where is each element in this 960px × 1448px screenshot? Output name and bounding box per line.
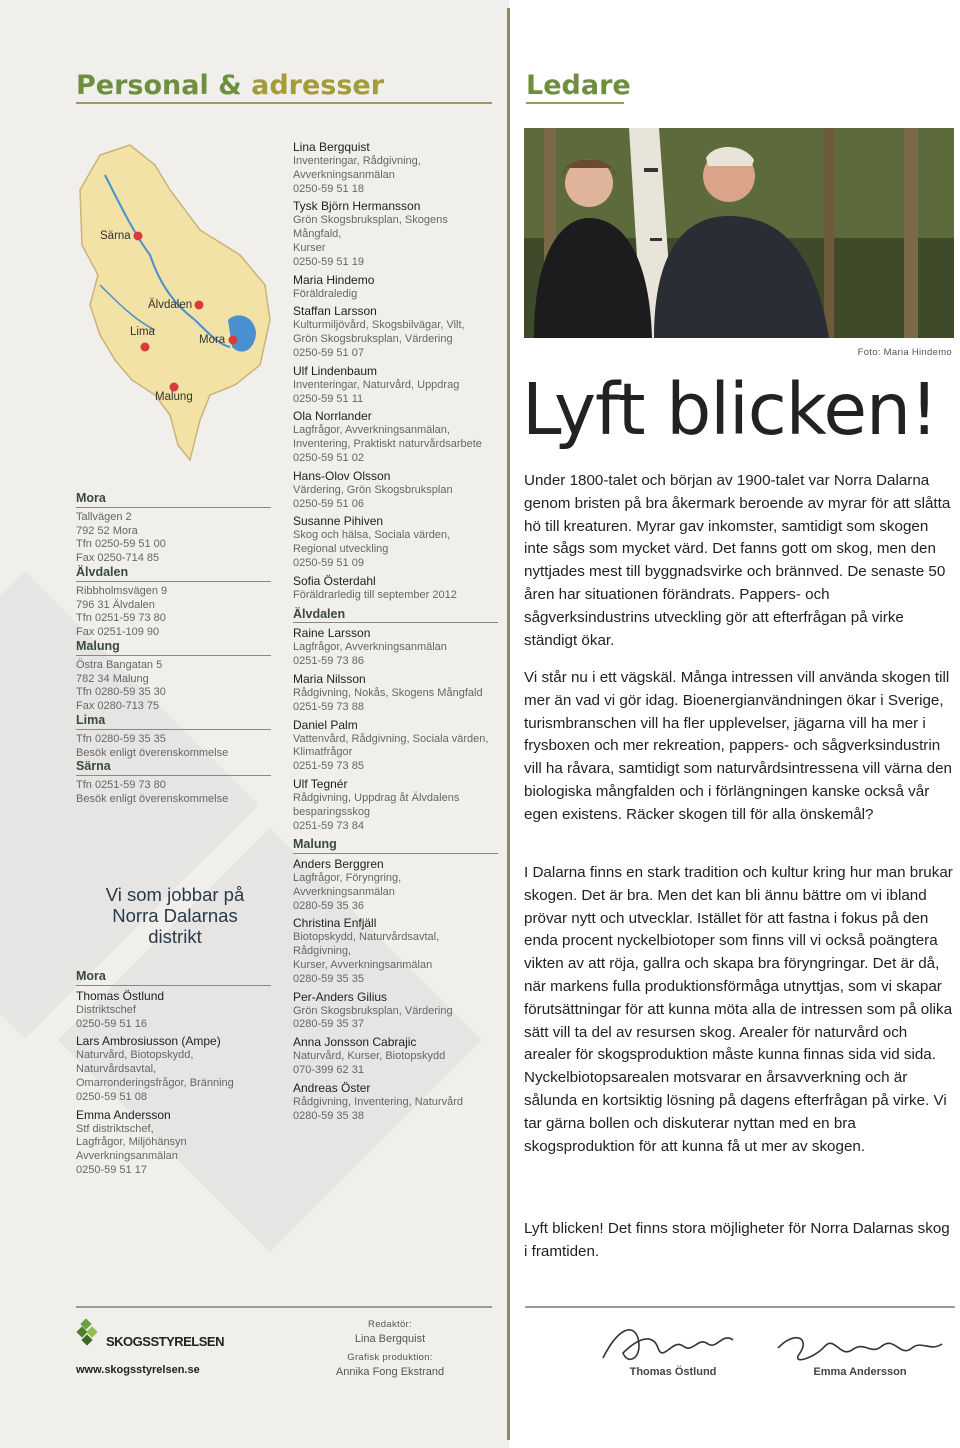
district-map [60, 135, 280, 465]
staff-name: Ulf Tegnér [293, 776, 348, 791]
staff-name: Per-Anders Gilius [293, 989, 388, 1004]
map-label: Mora [199, 334, 226, 346]
office-line: Östra Bangatan 5 [76, 658, 163, 671]
staff-line: 0251-59 73 88 [293, 700, 364, 713]
staff-entry [293, 718, 498, 774]
paragraph-text: I Dalarna finns en stark tradition och kultur kring hur man brukar skogen. Det är bra. Men det kan bli ännu bättre om vi ibland prövar nytt och utvecklar. Istället för att fastna i fokus på den enda procent nyckelbiotoper som finns vill vi också poängtera vikten av att röja, gallra och skapa bra föryngringar. Det är då, när markens fulla produktionsförmåga utnyttjas, som vi skapar förutsättningar för att kunna möta alla de intressen som på olika sätt vill ta del av resursen skog. Arealer för naturvård och arealer för skogsproduktion måste kunna finnas sida vid sida. Nyckelbiotopsarealen motsvarar en årsavverkning och är sålunda en kortsiktig lösning på dagens efterfrågan på virke. Vi tar gärna bollen och diskuterar nyttan med en bra skogsproduktion för att kunna få ut mer av skogen. [524, 864, 953, 1155]
staff-line: Stf distriktschef, [76, 1122, 154, 1135]
staff-line: 0250-59 51 19 [293, 255, 364, 268]
staff-entry [293, 1035, 498, 1078]
office-line: Tfn 0280-59 35 35 [76, 732, 166, 745]
staff-name: Hans-Olov Olsson [293, 468, 391, 483]
map-label: Älvdalen [148, 299, 193, 311]
logo-text: SKOGSSTYRELSEN [106, 1334, 224, 1349]
signature-name: Thomas Östlund [629, 1366, 717, 1378]
staff-line: Grön Skogsbruksplan, Skogens Mångfald, [293, 214, 448, 241]
office-list [76, 492, 271, 807]
staff-entry [293, 857, 498, 913]
staff-line: Avverkningsanmälan [76, 1150, 178, 1163]
staff-name: Ulf Lindenbaum [293, 363, 378, 378]
staff-line: Grön Skogsbruksplan, Värdering [293, 1004, 453, 1017]
office-line: Tfn 0251-59 73 80 [76, 779, 166, 792]
staff-line: 0280-59 35 38 [293, 1109, 364, 1122]
staff-line: Omarronderingsfrågor, Bränning [76, 1076, 234, 1089]
office-name: Mora [76, 492, 271, 508]
staff-name: Anders Berggren [293, 857, 384, 872]
office-block [76, 760, 271, 806]
office-line: Tfn 0250-59 51 00 [76, 538, 166, 551]
staff-name: Christina Enfjäll [293, 916, 377, 931]
staff-line: 070-399 62 31 [293, 1064, 364, 1077]
office-line: Besök enligt överenskommelse [76, 792, 229, 805]
photo-credit: Foto: Maria Hindemo [857, 347, 952, 358]
editor-label: Redaktör: [368, 1319, 412, 1330]
title-part2: adresser [251, 70, 385, 101]
production-label: Grafisk produktion: [347, 1352, 433, 1363]
staff-name: Tysk Björn Hermansson [293, 199, 421, 214]
paragraph-text: Under 1800-talet och början av 1900-talet var Norra Dalarna genom bristen på bra åkermark beroende av myrar för att slåtta hö till kreaturen. Myrar gav inkomster, samtidigt som skogen inte sågs som mycket värd. Det fanns gott om skog, men den nyttjades mest till byggnadsvirke och brännved. De senaste 50 åren har situationen förändrats. Pappers- och sågverksindustrins utveckling gör att efterfrågan på virke ständigt ökar. [524, 472, 951, 649]
staff-name: Maria Hindemo [293, 272, 375, 287]
marker-lima [141, 343, 150, 352]
staff-line: Lagfrågor, Avverkningsanmälan [293, 641, 447, 654]
staff-line: Kulturmiljövård, Skogsbilvägar, Vilt, [293, 319, 465, 332]
staff-name: Lina Bergquist [293, 140, 370, 154]
staff-line: 0250-59 51 06 [293, 497, 364, 510]
staff-line: 0250-59 51 17 [76, 1163, 147, 1176]
staff-list-middle [293, 140, 498, 1126]
office-block [76, 566, 271, 640]
staff-line: 0250-59 51 18 [293, 182, 364, 195]
staff-line: Avverkningsanmälan [293, 168, 395, 181]
staff-entry [293, 140, 498, 196]
staff-line: Inventeringar, Naturvård, Uppdrag [293, 378, 460, 391]
staff-entry [293, 777, 498, 833]
staff-line: Naturvård, Biotopskydd, Naturvårdsavtal, [76, 1049, 194, 1076]
production-name: Annika Fong Ekstrand [335, 1366, 445, 1378]
map-label: Malung [155, 391, 193, 403]
article-paragraph [524, 667, 956, 827]
staff-line: 0250-59 51 16 [76, 1017, 147, 1030]
staff-line: 0250-59 51 07 [293, 346, 364, 359]
staff-line: Skog och hälsa, Sociala värden, [293, 529, 451, 542]
signature-name: Emma Andersson [813, 1366, 907, 1378]
staff-line: 0251-59 73 86 [293, 655, 364, 668]
staff-line: Föräldraledig [293, 287, 358, 300]
staff-name: Maria Nilsson [293, 671, 366, 686]
staff-entry [293, 199, 498, 269]
staff-entry [293, 304, 498, 360]
office-name: Lima [76, 714, 271, 730]
footer-rule [525, 1306, 955, 1308]
column-divider [507, 8, 510, 1440]
staff-entry [76, 1108, 271, 1178]
office-block [76, 640, 271, 714]
staff-name: Staffan Larsson [293, 304, 377, 319]
page-title [76, 70, 384, 101]
staff-entry [293, 626, 498, 669]
staff-line: 0250-59 51 08 [76, 1090, 147, 1103]
staff-line: Lagfrågor, Avverkningsanmälan, [293, 424, 450, 437]
staff-office-name: Mora [76, 970, 271, 986]
leader-rule [526, 102, 624, 104]
staff-name: Ola Norrlander [293, 409, 372, 424]
staff-entry [76, 1034, 271, 1104]
staff-line: Klimatfrågor [293, 746, 353, 759]
office-line: Tallvägen 2 [76, 510, 132, 523]
staff-name: Sofia Österdahl [293, 573, 376, 588]
office-line: 796 31 Älvdalen [76, 598, 155, 611]
staff-line: Lagfrågor, Miljöhänsyn [76, 1136, 187, 1149]
staff-line: Kurser [293, 241, 326, 254]
website-link[interactable]: www.skogsstyrelsen.se [76, 1364, 200, 1376]
article-paragraph [524, 862, 956, 1158]
office-name: Älvdalen [76, 566, 271, 582]
leader-title: Ledare [526, 70, 631, 101]
staff-line: Inventeringar, Rådgivning, [293, 155, 421, 167]
staff-line: Värdering, Grön Skogsbruksplan [293, 483, 453, 496]
staff-entry [293, 916, 498, 986]
office-block [76, 492, 271, 566]
staff-line: Rådgivning, Uppdrag åt Älvdalens [293, 791, 460, 804]
footer-rule [76, 1306, 492, 1308]
staff-name: Thomas Östlund [76, 988, 165, 1003]
staff-entry [293, 672, 498, 715]
staff-entry [293, 1081, 498, 1124]
editor-name: Lina Bergquist [354, 1333, 426, 1345]
marker-alvdalen [195, 301, 204, 310]
staff-line: Grön Skogsbruksplan, Värdering [293, 333, 453, 346]
staff-line: Biotopskydd, Naturvårdsavtal, Rådgivning, [293, 931, 440, 958]
staff-heading [90, 884, 260, 947]
staff-name: Anna Jonsson Cabrajic [293, 1035, 417, 1050]
staff-heading-line: distrikt [148, 926, 202, 947]
staff-entry [293, 990, 498, 1033]
staff-name: Lars Ambrosiusson (Ampe) [76, 1034, 221, 1049]
staff-line: Lagfrågor, Föryngring, Avverkningsanmälan [293, 872, 402, 898]
staff-entry [293, 514, 498, 570]
staff-line: Föräldrarledig till september 2012 [293, 588, 457, 601]
staff-entry [293, 364, 498, 407]
staff-name: Raine Larsson [293, 626, 371, 641]
office-line: Ribbholmsvägen 9 [76, 584, 168, 597]
leaders-photo [524, 128, 954, 338]
staff-office-name: Malung [293, 838, 498, 854]
map-label: Särna [100, 230, 131, 242]
staff-line: 0280-59 35 35 [293, 972, 364, 985]
staff-line: 0250-59 51 09 [293, 556, 364, 569]
staff-line: 0250-59 51 02 [293, 451, 364, 464]
office-line: Tfn 0280-59 35 30 [76, 686, 166, 699]
staff-line: 0250-59 51 11 [293, 392, 364, 405]
staff-heading-line: Vi som jobbar på [105, 884, 245, 905]
staff-line: Regional utveckling [293, 543, 389, 556]
staff-line: 0280-59 35 36 [293, 899, 364, 912]
staff-entry [293, 273, 498, 302]
office-line: Fax 0250-714 85 [76, 552, 160, 565]
staff-line: 0251-59 73 85 [293, 760, 364, 773]
colophon [310, 1318, 470, 1379]
marker-mora [229, 336, 238, 345]
article-paragraph [524, 470, 956, 652]
office-line: 792 52 Mora [76, 524, 138, 537]
article-paragraph [524, 1218, 956, 1264]
staff-line: Vattenvård, Rådgivning, Sociala värden, [293, 732, 489, 745]
signature-emma [770, 1318, 950, 1380]
office-line: Fax 0280-713 75 [76, 700, 160, 713]
staff-line: 0280-59 35 37 [293, 1018, 364, 1031]
office-line: Tfn 0251-59 73 80 [76, 612, 166, 625]
staff-line: Rådgivning, Nokås, Skogens Mångfald [293, 686, 483, 699]
staff-line: Kurser, Avverkningsanmälan [293, 959, 433, 972]
staff-line: 0251-59 73 84 [293, 819, 364, 832]
staff-line: Naturvård, Kurser, Biotopskydd [293, 1050, 446, 1063]
office-line: Fax 0251-109 90 [76, 626, 160, 639]
office-line: Besök enligt överenskommelse [76, 746, 229, 759]
staff-line: besparingsskog [293, 805, 371, 818]
staff-line: Rådgivning, Inventering, Naturvård [293, 1095, 463, 1108]
staff-entry [293, 574, 498, 603]
map-label: Lima [130, 326, 155, 338]
title-rule [76, 102, 492, 104]
staff-line: Inventering, Praktiskt naturvårdsarbete [293, 438, 482, 451]
staff-name: Susanne Pihiven [293, 514, 384, 529]
staff-heading-line: Norra Dalarnas [112, 905, 238, 926]
title-part1: Personal & [76, 70, 242, 101]
staff-entry [293, 469, 498, 512]
staff-name: Daniel Palm [293, 717, 358, 732]
article-title: Lyft blicken! [522, 368, 938, 451]
staff-entry [76, 989, 271, 1032]
logo-icon [76, 1318, 106, 1348]
office-line: 782 34 Malung [76, 672, 149, 685]
staff-name: Emma Andersson [76, 1107, 171, 1122]
staff-entry [293, 409, 498, 465]
paragraph-text: Vi står nu i ett vägskäl. Många intressen vill använda skogen till mer än vad vi gör idag. Bioenergianvändningen ökar i Sverige, turismbranschen vill ha fler upplevelser, jägarna vill ha mer i frysboxen och mer rekreation, pappers- och sågverksindustrin vill ha råvara, samtidigt som naturvårdsintressena vill värna den biologiska mångfalden och i förlängningen kanske också vår egen existens. Räcker skogen till för alla önskemål? [524, 669, 952, 823]
staff-list-left [76, 970, 271, 1178]
staff-office-name: Älvdalen [293, 608, 498, 624]
staff-line: Distriktschef [76, 1003, 136, 1016]
office-name: Särna [76, 760, 271, 776]
staff-name: Andreas Öster [293, 1080, 371, 1095]
marker-sarna [134, 232, 143, 241]
office-name: Malung [76, 640, 271, 656]
office-block [76, 714, 271, 760]
paragraph-text: Lyft blicken! Det finns stora möjligheter för Norra Dalarnas skog i framtiden. [524, 1220, 950, 1260]
signature-thomas [598, 1318, 748, 1380]
